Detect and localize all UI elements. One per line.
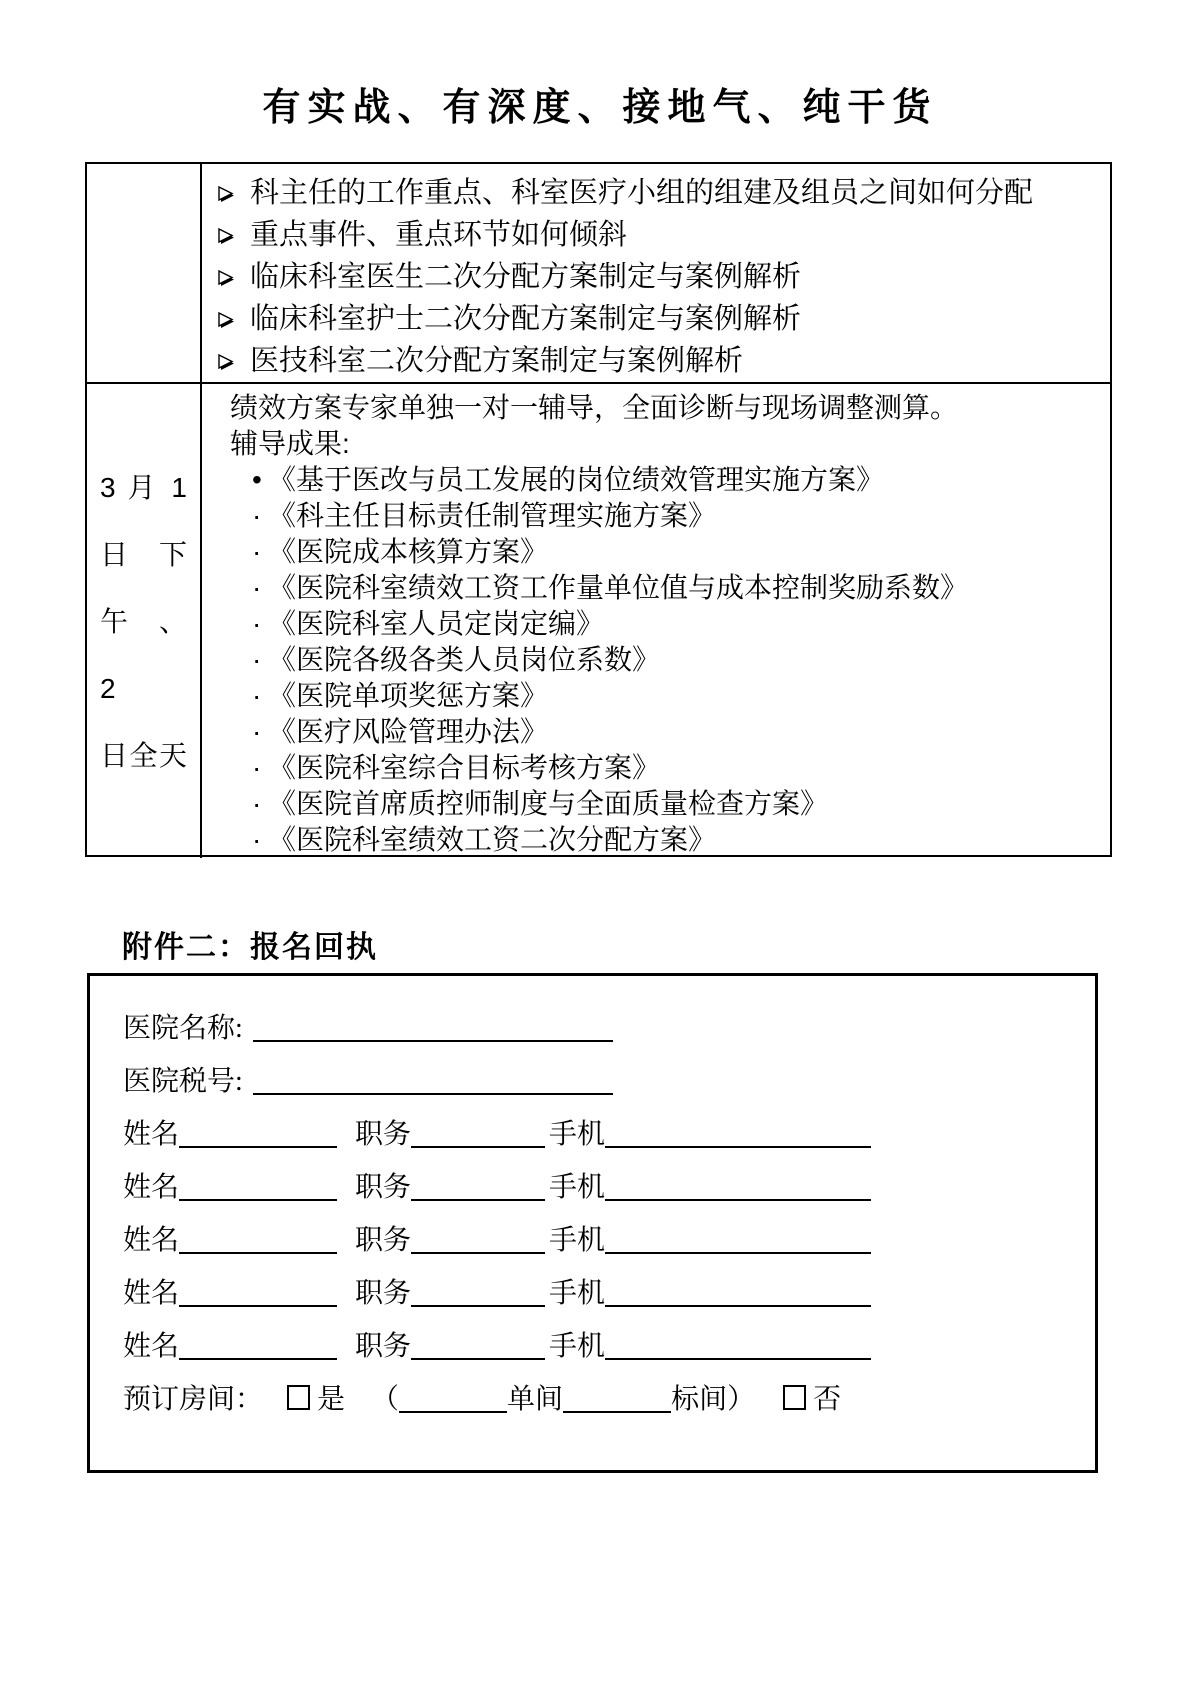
hospital-name-row xyxy=(123,1002,1095,1055)
hospital-name-label: 医院名称: xyxy=(123,1013,243,1044)
booking-no-label: 否 xyxy=(813,1384,842,1415)
single-room-count-field[interactable] xyxy=(399,1410,507,1413)
dot-bullet-icon: · xyxy=(252,716,262,747)
title-label: 职务 xyxy=(355,1225,412,1256)
result-item xyxy=(230,642,1096,678)
coaching-results-label: 辅导成果: xyxy=(230,428,350,459)
phone-label: 手机 xyxy=(549,1225,606,1256)
bullet-item xyxy=(216,340,1102,382)
result-text: 《医院科室绩效工资二次分配方案》 xyxy=(268,824,717,855)
phone-label: 手机 xyxy=(549,1278,606,1309)
name-field[interactable] xyxy=(179,1198,337,1201)
phone-field[interactable] xyxy=(605,1304,871,1307)
name-label: 姓名 xyxy=(123,1119,180,1150)
hospital-tax-row xyxy=(123,1055,1095,1108)
dot-bullet-icon: · xyxy=(252,824,262,855)
bullet-text: 临床科室护士二次分配方案制定与案例解析 xyxy=(250,303,802,335)
result-text: 《医院单项奖惩方案》 xyxy=(268,680,549,711)
result-text: 《医院科室人员定岗定编》 xyxy=(268,608,605,639)
single-room-label: 单间 xyxy=(507,1384,564,1415)
page-title: 有实战、有深度、接地气、纯干货 xyxy=(262,87,938,129)
title-field[interactable] xyxy=(411,1145,545,1148)
phone-label: 手机 xyxy=(549,1331,606,1362)
bullet-item xyxy=(216,214,1102,256)
standard-room-count-field[interactable] xyxy=(563,1410,671,1413)
title-label: 职务 xyxy=(355,1331,412,1362)
date-line: 3 月 1 xyxy=(100,471,187,503)
dot-bullet-icon: · xyxy=(252,572,262,603)
result-item xyxy=(230,678,1096,714)
result-item xyxy=(230,822,1096,858)
topics-cell xyxy=(200,164,1110,382)
name-label: 姓名 xyxy=(123,1331,180,1362)
bullet-text: 科主任的工作重点、科室医疗小组的组建及组员之间如何分配 xyxy=(250,177,1034,209)
dot-bullet-icon: · xyxy=(252,500,262,531)
result-item xyxy=(230,570,1096,606)
result-text: 《医院成本核算方案》 xyxy=(268,536,549,567)
result-text: 《科主任目标责任制管理实施方案》 xyxy=(268,500,717,531)
attendee-row xyxy=(123,1214,1095,1267)
registration-form xyxy=(87,973,1098,1473)
phone-field[interactable] xyxy=(605,1198,871,1201)
result-text: 《基于医改与员工发展的岗位绩效管理实施方案》 xyxy=(268,464,885,495)
result-item xyxy=(230,534,1096,570)
attachment-heading: 附件二：报名回执 xyxy=(122,931,378,964)
name-field[interactable] xyxy=(179,1357,337,1360)
result-text: 《医院各级各类人员岗位系数》 xyxy=(268,644,661,675)
hospital-tax-label: 医院税号: xyxy=(123,1066,243,1097)
attendee-row xyxy=(123,1161,1095,1214)
coaching-intro: 绩效方案专家单独一对一辅导，全面诊断与现场调整测算。 xyxy=(230,392,959,423)
booking-no-checkbox[interactable] xyxy=(783,1385,806,1410)
attendee-row xyxy=(123,1108,1095,1161)
dot-bullet-icon: · xyxy=(252,608,262,639)
dot-bullet-icon: · xyxy=(252,680,262,711)
dot-bullet-icon: · xyxy=(252,536,262,567)
bullet-text: 医技科室二次分配方案制定与案例解析 xyxy=(250,345,744,377)
title-field[interactable] xyxy=(411,1357,545,1360)
title-label: 职务 xyxy=(355,1278,412,1309)
title-field[interactable] xyxy=(411,1198,545,1201)
arrow-bullet-icon xyxy=(216,268,236,288)
date-line: 日 下 xyxy=(100,538,187,570)
date-line: 日全天 xyxy=(100,739,187,771)
title-label: 职务 xyxy=(355,1172,412,1203)
name-label: 姓名 xyxy=(123,1278,180,1309)
arrow-bullet-icon xyxy=(216,352,236,372)
result-text: 《医院科室综合目标考核方案》 xyxy=(268,752,661,783)
booking-yes-label: 是 xyxy=(317,1384,346,1415)
arrow-bullet-icon xyxy=(216,310,236,330)
program-table xyxy=(85,162,1112,857)
bullet-item xyxy=(216,256,1102,298)
arrow-bullet-icon xyxy=(216,184,236,204)
phone-field[interactable] xyxy=(605,1357,871,1360)
result-item xyxy=(230,606,1096,642)
arrow-bullet-icon xyxy=(216,226,236,246)
title-field[interactable] xyxy=(411,1304,545,1307)
phone-label: 手机 xyxy=(549,1119,606,1150)
open-paren: （ xyxy=(371,1384,400,1415)
result-text: 《医院科室绩效工资工作量单位值与成本控制奖励系数》 xyxy=(268,572,969,603)
dot-bullet-icon: · xyxy=(252,644,262,675)
title-field[interactable] xyxy=(411,1251,545,1254)
result-item xyxy=(230,498,1096,534)
date-line: 午 、 2 xyxy=(100,605,187,704)
booking-row xyxy=(123,1373,1095,1426)
dot-bullet-icon: · xyxy=(252,788,262,819)
date-cell xyxy=(87,382,200,858)
bullet-item xyxy=(216,298,1102,340)
result-item xyxy=(230,750,1096,786)
attendee-row xyxy=(123,1267,1095,1320)
result-item xyxy=(230,786,1096,822)
attendee-row xyxy=(123,1320,1095,1373)
bullet-text: 重点事件、重点环节如何倾斜 xyxy=(250,219,628,251)
name-label: 姓名 xyxy=(123,1225,180,1256)
coaching-cell xyxy=(200,382,1110,858)
result-item xyxy=(230,714,1096,750)
phone-field[interactable] xyxy=(605,1251,871,1254)
empty-cell xyxy=(87,164,200,382)
bullet-item xyxy=(216,172,1102,214)
dot-bullet-icon: • xyxy=(252,464,262,495)
result-text: 《医疗风险管理办法》 xyxy=(268,716,549,747)
name-field[interactable] xyxy=(179,1145,337,1148)
phone-label: 手机 xyxy=(549,1172,606,1203)
booking-label: 预订房间： xyxy=(123,1384,264,1415)
title-label: 职务 xyxy=(355,1119,412,1150)
hospital-tax-field[interactable] xyxy=(253,1092,613,1095)
standard-room-label: 标间 xyxy=(671,1384,728,1415)
hospital-name-field[interactable] xyxy=(253,1039,613,1042)
close-paren: ） xyxy=(727,1384,756,1415)
name-field[interactable] xyxy=(179,1304,337,1307)
booking-yes-checkbox[interactable] xyxy=(287,1385,310,1410)
name-label: 姓名 xyxy=(123,1172,180,1203)
phone-field[interactable] xyxy=(605,1145,871,1148)
name-field[interactable] xyxy=(179,1251,337,1254)
bullet-text: 临床科室医生二次分配方案制定与案例解析 xyxy=(250,261,802,293)
dot-bullet-icon: · xyxy=(252,752,262,783)
result-item xyxy=(230,462,1096,498)
result-text: 《医院首席质控师制度与全面质量检查方案》 xyxy=(268,788,829,819)
